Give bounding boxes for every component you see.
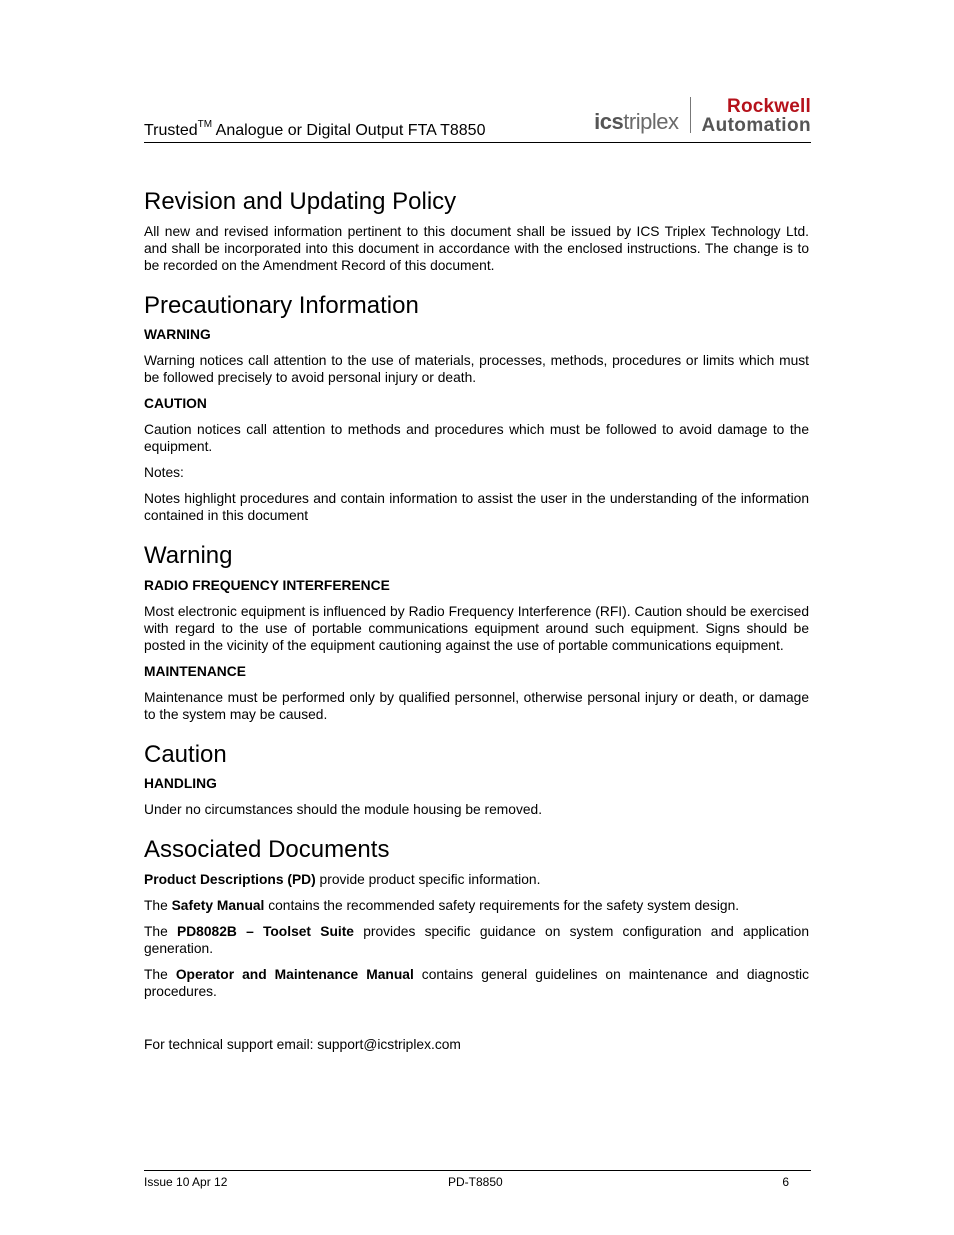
logo-divider xyxy=(690,97,691,133)
warning-notice-text: Warning notices call attention to the use of materials, processes, methods, procedures or limits which must be followed precisely to avoid personal injury or death. xyxy=(144,353,809,386)
revision-heading: Revision and Updating Policy xyxy=(144,188,457,215)
title-trusted: Trusted xyxy=(144,122,198,139)
caution-label: CAUTION xyxy=(144,396,207,412)
safety-manual-bold: Safety Manual xyxy=(171,897,265,913)
section-associated-documents xyxy=(144,836,809,1000)
operator-manual-text xyxy=(144,966,809,1000)
trademark-superscript: TM xyxy=(197,118,213,130)
title-product: Analogue or Digital Output FTA T8850 xyxy=(212,122,486,139)
page-footer xyxy=(144,1170,811,1191)
product-descriptions-bold: Product Descriptions (PD) xyxy=(144,871,316,887)
product-descriptions-text xyxy=(144,871,809,888)
handling-label: HANDLING xyxy=(144,776,217,792)
toolset-bold: PD8082B – Toolset Suite xyxy=(177,923,354,939)
revision-text: All new and revised information pertinent to this document shall be issued by ICS Triplex Technology Ltd. and shall be incorporated into this document in accordance with the enclosed instructions. The change is to be recorded on the Amendment Record of this document. xyxy=(144,223,809,273)
section-caution xyxy=(144,741,809,819)
section-precautionary xyxy=(144,292,809,525)
footer-page-number: 6 xyxy=(782,1175,789,1189)
notes-text: Notes highlight procedures and contain information to assist the user in the understanding of the information contained in this document xyxy=(144,491,809,524)
safety-manual-pre: The xyxy=(144,897,172,913)
support-email-text: For technical support email: support@icstriplex.com xyxy=(144,1036,461,1052)
spacer xyxy=(144,1018,809,1036)
warning-label: WARNING xyxy=(144,327,211,343)
toolset-pre: The xyxy=(144,923,178,939)
page-header xyxy=(144,88,811,143)
main-content xyxy=(144,188,809,1062)
rockwell-automation-logo xyxy=(701,97,811,135)
product-descriptions-rest: provide product specific information. xyxy=(315,871,541,887)
footer-issue: Issue 10 Apr 12 xyxy=(144,1175,228,1189)
rfi-text: Most electronic equipment is influenced by Radio Frequency Interference (RFI). Caution should be exercised with regard to the use of portable communications equipment around such equipment. Signs should be posted in the vicinity of the equipment cautioning against the use of portable communications equipment. xyxy=(144,603,809,653)
caution-heading: Caution xyxy=(144,740,227,768)
document-title xyxy=(144,118,486,140)
operator-manual-rest: contains general guidelines on maintenance and diagnostic procedures. xyxy=(144,966,809,999)
rfi-label: RADIO FREQUENCY INTERFERENCE xyxy=(144,577,390,593)
ics-logo-light: triplex xyxy=(623,109,679,134)
notes-label: Notes: xyxy=(144,465,184,481)
rockwell-logo-line1: Rockwell xyxy=(727,96,811,117)
warning-heading: Warning xyxy=(144,542,233,570)
maintenance-text: Maintenance must be performed only by qualified personnel, otherwise personal injury or death, or damage to the system may be caused. xyxy=(144,689,809,722)
ics-logo-bold: ics xyxy=(594,109,624,134)
safety-manual-rest: contains the recommended safety requirements for the safety system design. xyxy=(264,897,740,913)
rockwell-logo-line2: Automation xyxy=(701,115,811,136)
toolset-suite-text xyxy=(144,923,809,957)
section-revision xyxy=(144,188,809,274)
associated-heading: Associated Documents xyxy=(144,836,390,864)
operator-manual-pre: The xyxy=(144,966,176,982)
header-logos xyxy=(594,87,811,135)
precautionary-heading: Precautionary Information xyxy=(144,291,419,319)
safety-manual-text xyxy=(144,897,809,914)
ics-triplex-logo xyxy=(594,109,678,135)
caution-notice-text: Caution notices call attention to methods and procedures which must be followed to avoid damage to the equipment. xyxy=(144,422,809,455)
toolset-rest: provides specific guidance on system configuration and application generation. xyxy=(144,923,809,956)
maintenance-label: MAINTENANCE xyxy=(144,663,246,679)
handling-text: Under no circumstances should the module housing be removed. xyxy=(144,802,543,818)
section-warning xyxy=(144,542,809,723)
footer-doc-id: PD-T8850 xyxy=(448,1175,503,1189)
operator-manual-bold: Operator and Maintenance Manual xyxy=(175,966,414,982)
